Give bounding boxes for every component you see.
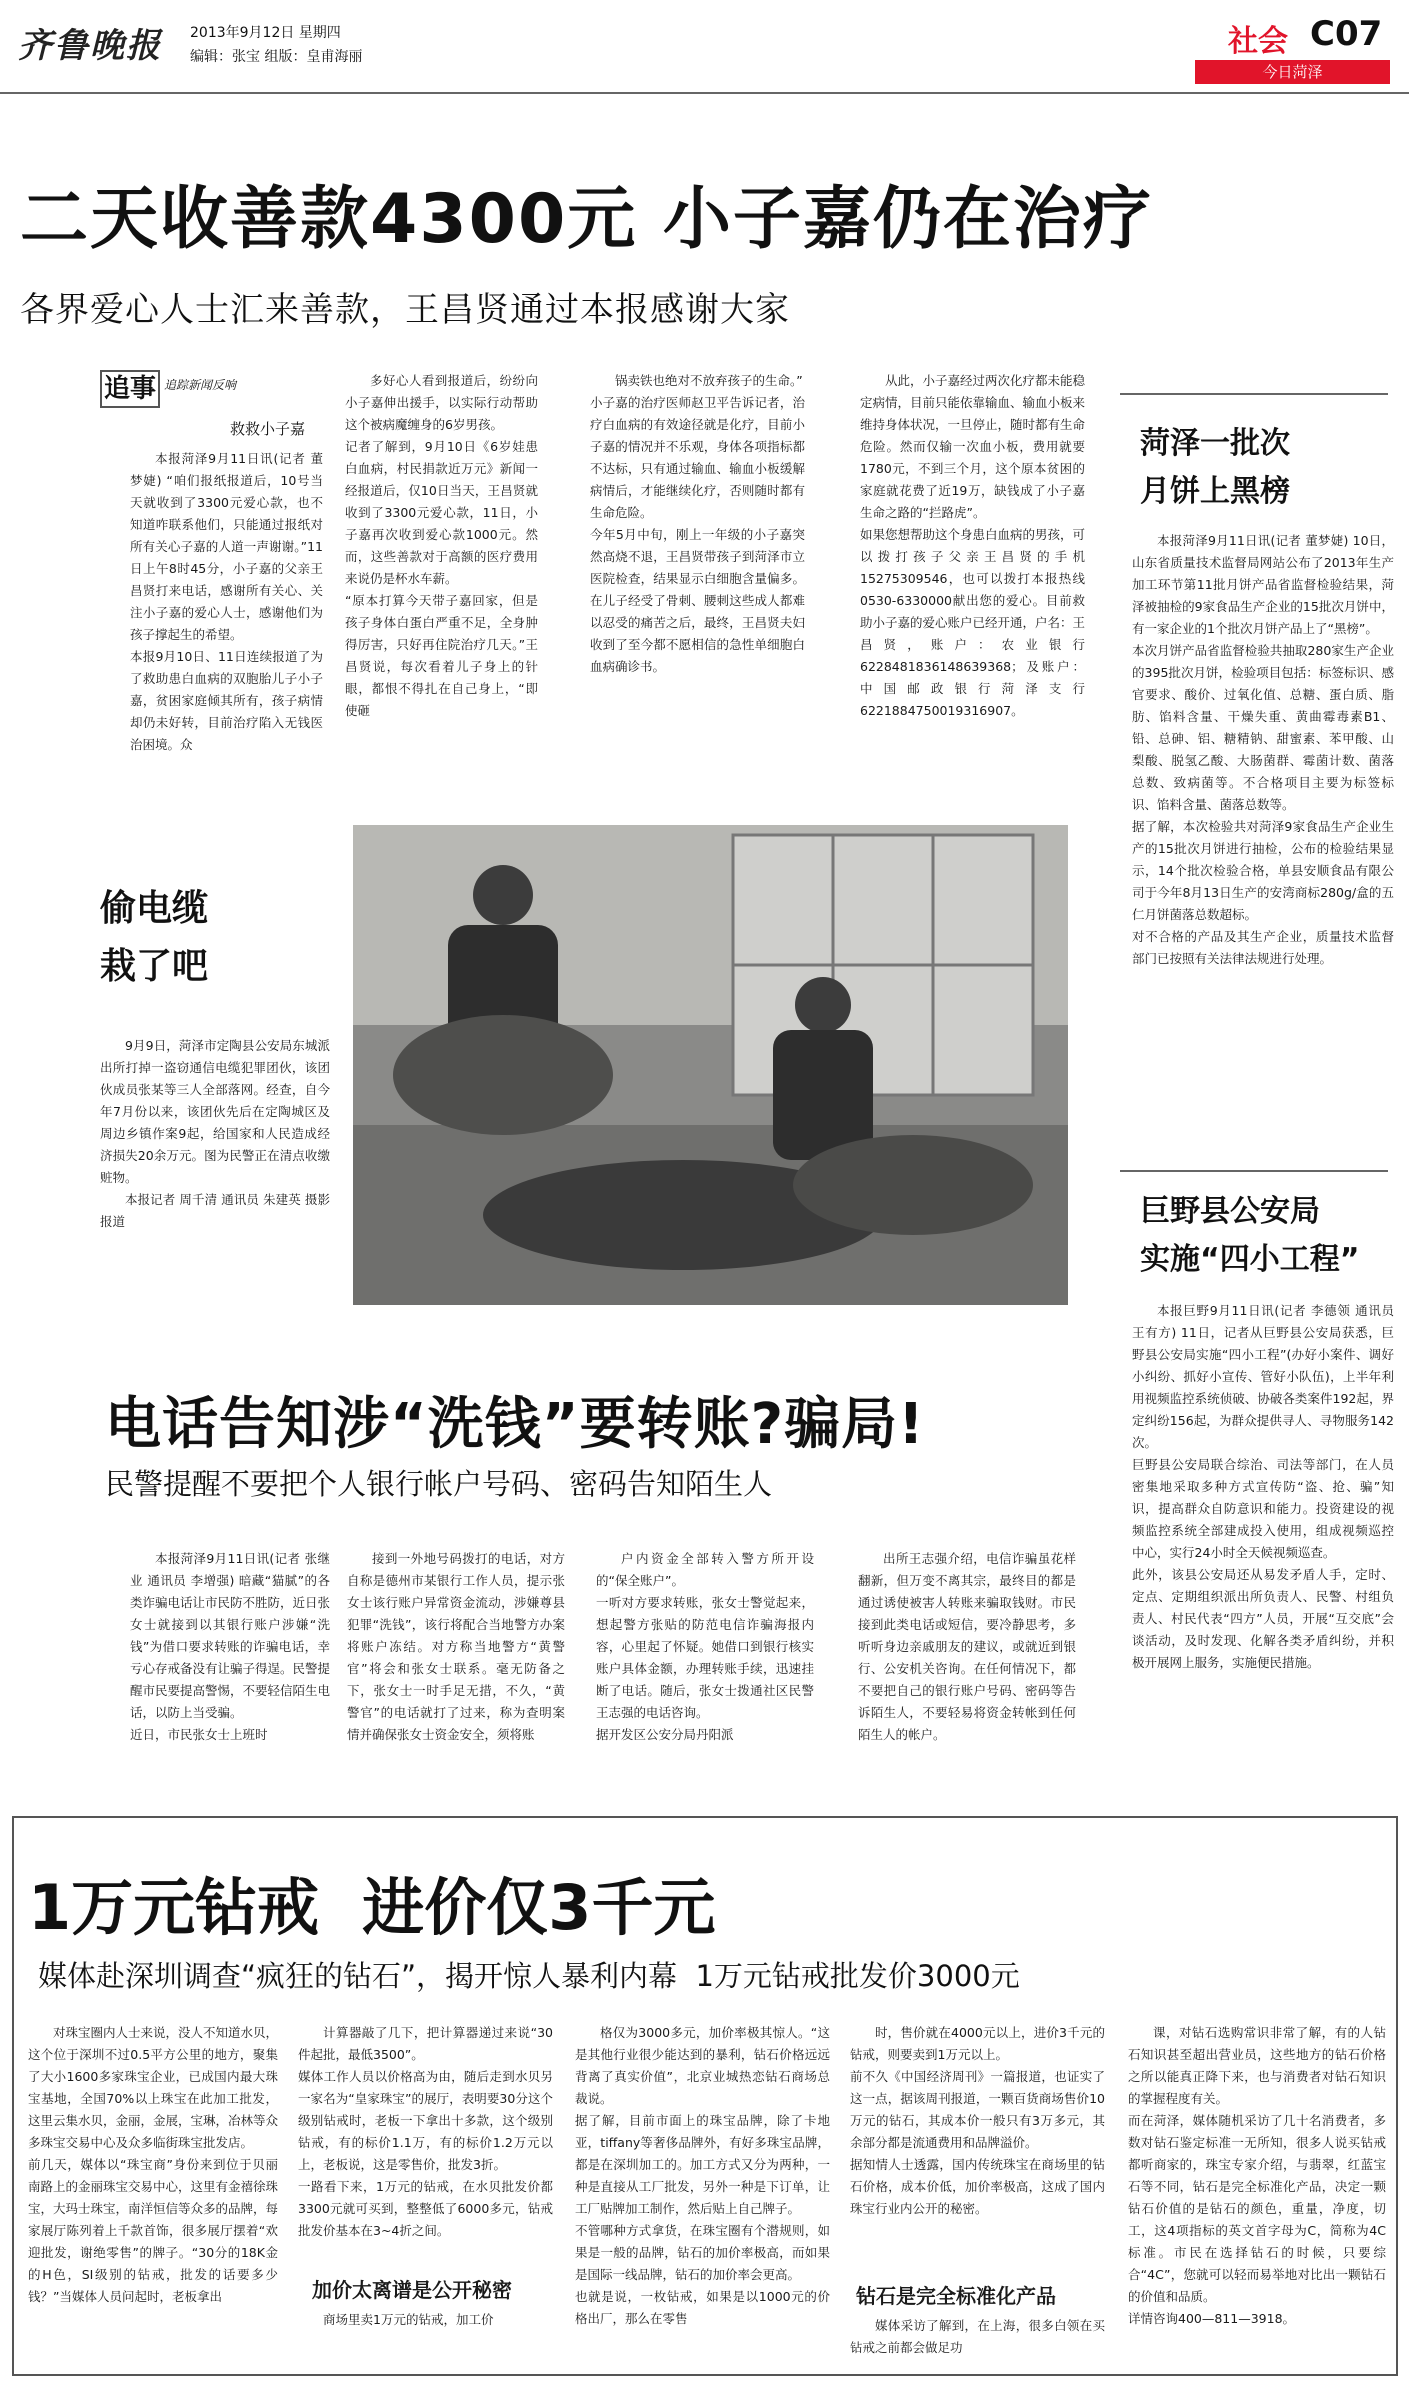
sidebar2-body xyxy=(1132,1300,1394,1795)
sidebar1-top-rule xyxy=(1120,393,1388,395)
article1-col4-text: 从此，小子嘉经过两次化疗都未能稳定病情，目前只能依靠输血、输血小板来维持身体状况，一旦停止，随时都有生命危险。然而仅输一次血小板，费用就要1780元，不到三个月，这个原本贫困的家庭就花费了近19万，缺钱成了小子嘉生命之路的“拦路虎”。 如果您想帮助这个身患白血病的男孩，可以拨打孩子父亲王昌贤的手机15275309546，也可以拨打本报热线0530-6330000献出您的爱心。目前救助小子嘉的爱心账户已经开通，户名：王昌贤，账户：农业银行6228481836148639368；及账户：中国邮政银行菏泽支行6221884750019316907。 xyxy=(860,373,1085,718)
article3-col5-text: 课，对钻石选购常识非常了解，有的人钻石知识甚至超出营业员，这些地方的钻石价格之所以能真正降下来，也与消费者对钻石知识的掌握程度有关。 而在菏泽，媒体随机采访了几十名消费者，多数对钻石鉴定标准一无所知，很多人说买钻戒都听商家的，珠宝专家介绍，与翡翠，红蓝宝石等不同，钻石是完全标准化产品，决定一颗钻石价值的是钻石的颜色，重量，净度，切工，这4项指标的英文首字母为C，简称为4C标准。市民在选择钻石的时候，只要综合“4C”，您就可以轻而易举地对比出一颗钻石的价值和品质。 详情咨询400—811—3918。 xyxy=(1128,2025,1386,2326)
page-number: C07 xyxy=(1310,14,1383,54)
article3-column-5 xyxy=(1128,2022,1386,2367)
brief-headline xyxy=(100,880,340,996)
article2-col3-text: 户内资金全部转入警方所开设的“保全账户”。 一听对方要求转账，张女士警觉起来，想起警方张贴的防范电信诈骗海报内容，心里起了怀疑。她借口到银行核实账户具体金额，办理转账手续，迅速挂断了电话。随后，张女士拨通社区民警王志强的电话咨询。 据开发区公安分局丹阳派 xyxy=(596,1551,814,1742)
article1-subheadline: 各界爱心人士汇来善款，王昌贤通过本报感谢大家 xyxy=(20,290,790,330)
photo-illustration xyxy=(353,825,1068,1305)
editors-line: 编辑：张宝 组版：皇甫海丽 xyxy=(190,49,363,65)
news-photo xyxy=(353,825,1068,1305)
article3-col4b-text: 媒体采访了解到，在上海，很多白领在买钻戒之前都会做足功 xyxy=(850,2318,1105,2355)
article3-col3-text: 格仅为3000多元，加价率极其惊人。“这是其他行业很少能达到的暴利，钻石价格远远背离了真实价值”，北京业城热恋钻石商场总裁说。 据了解，目前市面上的珠宝品牌，除了卡地亚，tiffany等奢侈品牌外，有好多珠宝品牌，都是在深圳加工的。加工方式又分为两种，一种是直接从工厂批发，另外一种是下订单，让工厂贴牌加工制作，然后贴上自己牌子。 不管哪种方式拿货，在珠宝圈有个潜规则，如果是一般的品牌，钻石的加价率极高，而如果是国际一线品牌，钻石的加价率会更高。 也就是说，一枚钻戒，如果是以1000元的价格出厂，那么在零售 xyxy=(575,2025,830,2326)
sidebar1-body xyxy=(1132,530,1394,1130)
article3-column-2 xyxy=(298,2022,553,2367)
brief-headline-line1: 偷电缆 xyxy=(100,888,209,929)
sidebar2-headline-line1: 巨野县公安局 xyxy=(1140,1194,1320,1229)
masthead xyxy=(0,0,1409,94)
article1-column-2 xyxy=(345,370,538,780)
article3-column-3 xyxy=(575,2022,830,2367)
brief-body xyxy=(100,1035,330,1310)
article3-subhead-a: 加价太离谱是公开秘密 xyxy=(312,2278,512,2302)
issue-date: 2013年9月12日 星期四 xyxy=(190,25,341,41)
article3-column-1 xyxy=(28,2022,278,2367)
article1-column-1 xyxy=(130,448,323,778)
masthead-divider xyxy=(0,92,1409,94)
article1-col2-text: 多好心人看到报道后，纷纷向小子嘉伸出援手，以实际行动帮助这个被病魔缠身的6岁男孩。 记者了解到，9月10日《6岁娃患白血病，村民捐款近万元》新闻一经报道后，仅10日当天，王昌贤就收到了3300元爱心款，11日，小子嘉再次收到爱心款1000元。然而，这些善款对于高额的医疗费用来说仍是杯水车薪。 “原本打算今天带子嘉回家，但是孩子身体白蛋白严重不足，全身肿得厉害，只好再住院治疗几天。”王昌贤说，每次看着儿子身上的针眼，都恨不得扎在自己身上，“即使砸 xyxy=(345,373,538,718)
newspaper-logo: 齐鲁晚报 xyxy=(18,26,162,66)
article3-col2b-text: 商场里卖1万元的钻戒，加工价 xyxy=(323,2312,494,2327)
article1-column-4 xyxy=(860,370,1085,780)
column-tag-box: 追事 xyxy=(100,370,160,408)
sidebar2-headline xyxy=(1140,1188,1395,1284)
column-label: 救救小子嘉 xyxy=(230,420,306,438)
sidebar1-headline xyxy=(1140,420,1390,516)
column-tag-note: 追踪新闻反响 xyxy=(164,378,237,392)
sidebar2-text: 本报巨野9月11日讯(记者 李德领 通讯员 王有方) 11日，记者从巨野县公安局获悉，巨野县公安局实施“四小工程”(办好小案件、调好小纠纷、抓好小宣传、管好小队伍)，上半年利用视频监控系统侦破、协破各类案件192起，界定纠纷156起，为群众提供寻人、寻物服务142次。 巨野县公安局联合综治、司法等部门，在人员密集地采取多种方式宣传防“盗、抢、骗”知识，提高群众自防意识和能力。投资建设的视频监控系统全部建成投入使用，组成视频巡控中心，实行24小时全天候视频巡查。 此外，该县公安局还从易发矛盾人手，定时、定点、定期组织派出所负责人、民警、村组负责人、村民代表“四方”人员，开展“互交底”会谈活动，及时发现、化解各类矛盾纠纷，并积极开展网上服务，实施便民措施。 xyxy=(1132,1303,1394,1670)
column-tag xyxy=(100,370,290,412)
article2-column-3 xyxy=(596,1548,814,1788)
article2-col4-text: 出所王志强介绍，电信诈骗虽花样翻新，但万变不离其宗，最终目的都是通过诱使被害人转账来骗取钱财。市民接到此类电话或短信，要冷静思考，多听听身边亲戚朋友的建议，或就近到银行、公安机关咨询。在任何情况下，都不要把自己的银行账户号码、密码等告诉陌生人，不要轻易将资金转帐到任何陌生人的帐户。 xyxy=(858,1551,1076,1742)
article1-headline: 二天收善款4300元 小子嘉仍在治疗 xyxy=(20,180,1153,259)
article1-column-3 xyxy=(590,370,805,780)
edition-bar: 今日菏泽 xyxy=(1195,60,1390,84)
article2-col2-text: 接到一外地号码拨打的电话，对方自称是德州市某银行工作人员，提示张女士该行账户异常资金流动，涉嫌尊县犯罪“洗钱”，该行将配合当地警方办案将账户冻结。对方称当地警方“黄警官”将会和张女士联系。毫无防备之下，张女士一时手足无措，不久，“黄警官”的电话就打了过来，称为查明案情并确保张女士资金安全，须将账 xyxy=(347,1551,565,1742)
sidebar1-text: 本报菏泽9月11日讯(记者 董梦婕) 10日，山东省质量技术监督局网站公布了2013年生产加工环节第11批月饼产品省监督检验结果，菏泽被抽检的9家食品生产企业的15批次月饼中，有一家企业的1个批次月饼产品上了“黑榜”。 本次月饼产品省监督检验共抽取280家生产企业的395批次月饼，检验项目包括：标签标识、感官要求、酸价、过氧化值、总糖、蛋白质、脂肪、馅料含量、干燥失重、黄曲霉毒素B1、铅、总砷、铝、糖精钠、甜蜜素、苯甲酸、山梨酸、脱氢乙酸、大肠菌群、霉菌计数、菌落总数、致病菌等。不合格项目主要为标签标识、馅料含量、菌落总数等。 据了解，本次检验共对菏泽9家食品生产企业生产的15批次月饼进行抽检，公布的检验结果显示，14个批次检验合格，单县安顺食品有限公司于今年8月13日生产的安湾商标280g/盒的五仁月饼菌落总数超标。 对不合格的产品及其生产企业，质量技术监督部门已按照有关法律法规进行处理。 xyxy=(1132,533,1394,966)
article3-col1-text: 对珠宝圈内人士来说，没人不知道水贝，这个位于深圳不过0.5平方公里的地方，聚集了大小1600多家珠宝企业，已成国内最大珠宝基地，全国70%以上珠宝在此加工批发，这里云集水贝，金丽，金展，宝琳，冶林等众多珠宝交易中心及众多临街珠宝批发店。 前几天，媒体以“珠宝商”身份来到位于贝丽南路上的金丽珠宝交易中心，这里有金禧徐珠宝，大玛士珠宝，南洋恒信等众多的品牌，每家展厅陈列着上千款首饰，很多展厅摆着“欢迎批发，谢绝零售”的牌子。“30分的18K金的H色，SI级别的钻戒，批发的话要多少钱？”当媒体人员问起时，老板拿出 xyxy=(28,2025,278,2304)
article3-subhead-b: 钻石是完全标准化产品 xyxy=(856,2284,1056,2308)
article2-subheadline: 民警提醒不要把个人银行帐户号码、密码告知陌生人 xyxy=(105,1467,773,1501)
section-name: 社会 xyxy=(1228,24,1288,59)
article1-col3-text: 锅卖铁也绝对不放弃孩子的生命。” 小子嘉的治疗医师赵卫平告诉记者，治疗白血病的有效途径就是化疗，目前小子嘉的情况并不乐观，身体各项指标都不达标，只有通过输血、输血小板缓解病情后，才能继续化疗，否则随时都有生命危险。 今年5月中旬，刚上一年级的小子嘉突然高烧不退，王昌贤带孩子到菏泽市立医院检查，结果显示白细胞含量偏多。在儿子经受了骨刺、腰刺这些成人都难以忍受的痛苦之后，最终，王昌贤夫妇收到了至今都不愿相信的急性单细胞白血病确诊书。 xyxy=(590,373,805,674)
sidebar1-headline-line1: 菏泽一批次 xyxy=(1140,426,1290,461)
brief-headline-line2: 栽了吧 xyxy=(100,946,209,987)
article2-column-4 xyxy=(858,1548,1076,1788)
brief-credit: 本报记者 周千清 通讯员 朱建英 摄影报道 xyxy=(100,1192,330,1229)
sidebar2-top-rule xyxy=(1120,1170,1388,1172)
article1-col1-text: 本报菏泽9月11日讯(记者 董梦婕) “咱们报纸报道后，10号当天就收到了3300元爱心款，也不知道咋联系他们，只能通过报纸对所有关心子嘉的人道一声谢谢。”11日上午8时45分，小子嘉的父亲王昌贤打来电话，感谢所有关心、关注小子嘉的爱心人士，感谢他们为孩子撑起生的希望。 本报9月10日、11日连续报道了为了救助患白血病的双胞胎儿子小子嘉，贫困家庭倾其所有，孩子病情却仍未好转，目前治疗陷入无钱医治困境。众 xyxy=(130,451,323,752)
sidebar1-headline-line2: 月饼上黑榜 xyxy=(1140,474,1290,509)
sidebar2-headline-line2: 实施“四小工程” xyxy=(1140,1242,1360,1277)
article3-subheadline: 媒体赴深圳调查“疯狂的钻石”，揭开惊人暴利内幕 1万元钻戒批发价3000元 xyxy=(38,1959,1020,1993)
article2-column-2 xyxy=(347,1548,565,1788)
brief-text: 9月9日，菏泽市定陶县公安局东城派出所打掉一盗窃通信电缆犯罪团伙，该团伙成员张某等三人全部落网。经查，自今年7月份以来，该团伙先后在定陶城区及周边乡镇作案9起，给国家和人民造成经济损失20余万元。图为民警正在清点收缴赃物。 xyxy=(100,1038,330,1185)
article3-col2-text: 计算器敲了几下，把计算器递过来说“30件起批，最低3500”。 媒体工作人员以价格高为由，随后走到水贝另一家名为“皇家珠宝”的展厅，表明要30分这个级别钻戒时，老板一下拿出十多款，这个级别钻戒，有的标价1.1万，有的标价1.2万元以上，老板说，这是零售价，批发3折。 一路看下来，1万元的钻戒，在水贝批发价都3300元就可买到，整整低了6000多元，钻戒批发价基本在3~4折之间。 xyxy=(298,2025,553,2238)
article3-col4-text: 时，售价就在4000元以上，进价3千元的钻戒，则要卖到1万元以上。 前不久《中国经济周刊》一篇报道，也证实了这一点，据该周刊报道，一颗百货商场售价10万元的钻石，其成本价一般只有3万多元，其余部分都是流通费用和品牌溢价。 据知情人士透露，国内传统珠宝在商场里的钻石价格，成本价低，加价率极高，这成了国内珠宝行业内公开的秘密。 xyxy=(850,2025,1105,2216)
article3-column-4 xyxy=(850,2022,1105,2367)
article2-col1-text: 本报菏泽9月11日讯(记者 张继业 通讯员 李增强) 暗藏“猫腻”的各类诈骗电话让市民防不胜防，近日张女士就接到以其银行账户涉嫌“洗钱”为借口要求转账的诈骗电话，幸亏心存戒备没有让骗子得逞。民警提醒市民要提高警惕，不要轻信陌生电话，以防上当受骗。 近日，市民张女士上班时 xyxy=(130,1551,330,1742)
article2-column-1 xyxy=(130,1548,330,1788)
article2-headline: 电话告知涉“洗钱”要转账?骗局! xyxy=(105,1392,925,1457)
article3-headline: 1万元钻戒 进价仅3千元 xyxy=(28,1871,716,1944)
